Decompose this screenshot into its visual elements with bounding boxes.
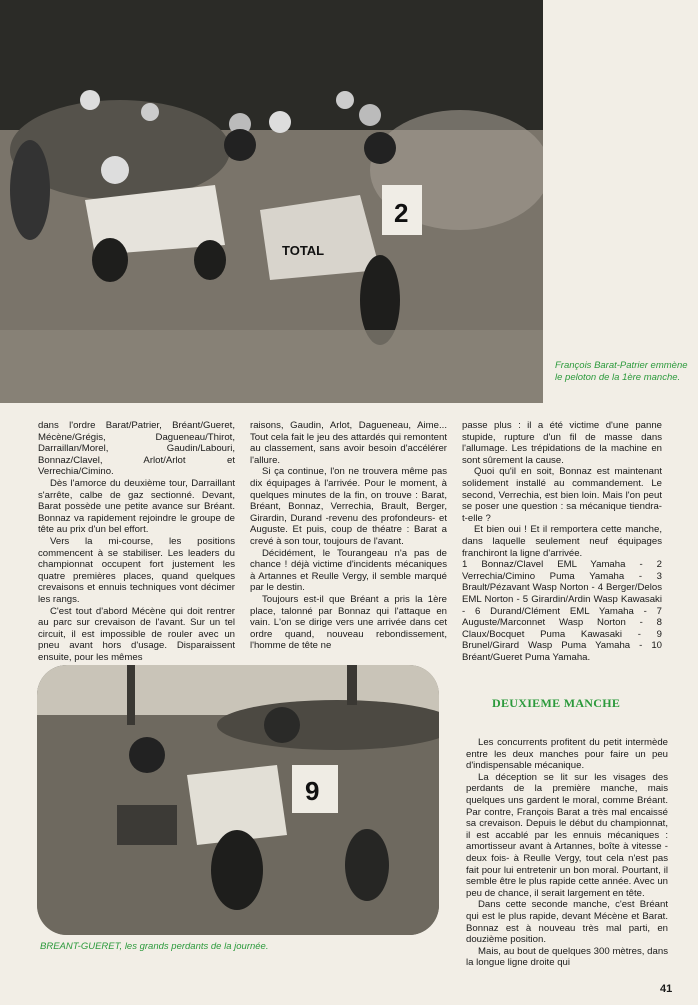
paragraph: Et bien oui ! Et il remportera cette manche, dans laquelle seulement neuf équipages franchiront la ligne d'arrivée. (462, 524, 662, 559)
photo-caption-middle: BREANT-GUERET, les grands perdants de la journée. (40, 941, 269, 952)
results-list: 1 Bonnaz/Clavel EML Yamaha - 2 Verrechia/Cimino Puma Yamaha - 3 Brault/Pézavant Wasp Norton - 4 Berger/Delos EML Norton - 5 Girardin/Ardin Wasp Kawasaki - 6 Durand/Clément EML Yamaha - 7 Auguste/Marconnet Wasp Norton - 8 Claux/Bocquet Puma Kawasaki - 9 Brunel/Girard Wasp Puma Yamaha - 10 Bréant/Gueret Puma Yamaha. (462, 559, 662, 663)
paragraph: Toujours est-il que Bréant a pris la 1ère place, talonné par Bonnaz qui l'attaque en vain. L'on se dirige vers une arrivée dans cet ordre quand, nouveau rebondissement, l'homme de tête ne (250, 593, 447, 652)
article-column-3-continued (466, 737, 668, 969)
article-column-2 (250, 420, 447, 652)
paragraph: Mais, au bout de quelques 300 mètres, dans la longue ligne droite qui (466, 945, 668, 969)
paragraph: raisons, Gaudin, Arlot, Dagueneau, Aime... Tout cela fait le jeu des attardés qui remontent au classement, sans avoir besoin d'accélérer l'allure. (250, 420, 447, 466)
race-photo-first-heat (0, 0, 543, 403)
paragraph: Dans cette seconde manche, c'est Bréant qui est le plus rapide, devant Mécène et Barat. Bonnaz est à nouveau très mal parti, en douzième position. (466, 899, 668, 946)
paragraph: La déception se lit sur les visages des perdants de la première manche, mais quelques uns gardent le moral, comme Bréant. Par contre, François Barat a très mal encaissé sa crevaison. Depuis le début du championnat, il est accablé par les ennuis mécaniques : amortisseur avant à Artannes, boîte à vitesse -deux fois- à Reulle Vergy, tout cela n'est pas fait pour lui entretenir un bon moral. Pourtant, il semble être le plus rapide cette année. Avec un peu de chance, il serait largement en tête. (466, 771, 668, 899)
paragraph: passe plus : il a été victime d'une panne stupide, rupture d'un fil de masse dans l'allumage. Les trépidations de la machine en sont sûrement la cause. (462, 420, 662, 466)
paragraph: Dès l'amorce du deuxième tour, Darraillant s'arrête, calbe de gaz sectionné. Devant, Barat possède une petite avance sur Bréant. Bonnaz va rapidement rejoindre le groupe de tête au prix d'un bel effort. (38, 477, 235, 536)
photo-caption-top: François Barat-Patrier emmène le peloton de la 1ère manche. (555, 360, 688, 383)
paragraph: Les concurrents profitent du petit intermède entre les deux manches pour faire un peu d'indispensable mécanique. (466, 737, 668, 772)
page-number: 41 (660, 983, 673, 995)
paragraph: Décidément, le Tourangeau n'a pas de chance ! déjà victime d'incidents mécaniques à Artannes et Reulle Vergy, il semble marqué par le destin. (250, 547, 447, 594)
race-number-plate: 2 (394, 198, 409, 228)
paragraph: Vers la mi-course, les positions commencent à se stabiliser. Les leaders du championnat occupent fort justement les quatre premières places, quand quelques crevaisons et ennuis techniques vont décimer les rangs. (38, 535, 235, 605)
race-photo-breant-gueret (37, 665, 439, 935)
section-heading: DEUXIEME MANCHE (492, 696, 621, 710)
race-number-plate: 9 (305, 776, 320, 806)
paragraph: C'est tout d'abord Mécène qui doit rentrer au parc sur crevaison de l'avant. Sur un tel circuit, il est impossible de rouler avec un pneu avant hors d'usage. Disparaissent ensuite, pour les mêmes (38, 605, 235, 663)
article-column-3 (462, 420, 662, 663)
sponsor-lettering: TOTAL (282, 243, 325, 258)
paragraph: dans l'ordre Barat/Patrier, Bréant/Gueret, Mécène/Grégis, Dagueneau/Thirot, Darraillan/Morel, Gaudin/Labouri, Bonnaz/Clavel, Arlot/Arlot et Verrechia/Cimino. (38, 420, 235, 478)
paragraph: Si ça continue, l'on ne trouvera même pas dix équipages à l'arrivée. Pour le moment, à quelques minutes de la fin, on trouve : Barat, Bréant, Bonnaz, Verrechia, Brault, Berger, Girardin, Durand -revenu des profondeurs- et Auguste. Et puis, coup de théatre : Barat a crevé à son tour, toujours de l'avant. (250, 466, 447, 547)
paragraph: Quoi qu'il en soit, Bonnaz est maintenant solidement installé au commandement. Le second, Verrechia, est bien loin. Mais l'on peut se poser une question : sa mécanique tiendra-t-elle ? (462, 466, 662, 524)
article-column-1 (38, 420, 235, 663)
